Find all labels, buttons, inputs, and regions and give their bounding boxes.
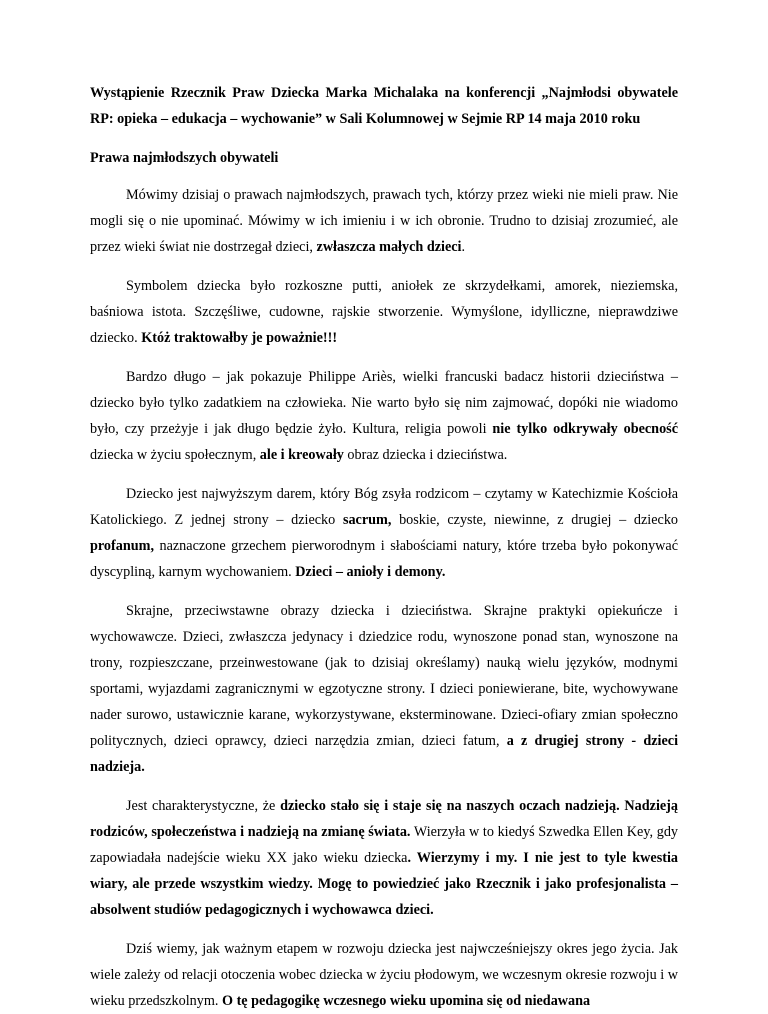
paragraph-1	[90, 182, 678, 260]
text-run: Mówimy dzisiaj o prawach najmłodszych, prawach tych, którzy przez wieki nie mieli praw. Nie mogli się o nie upominać. Mówimy w ich imieniu i w ich obronie. Trudno to dzisiaj zrozumieć, ale przez wieki świat nie dostrzegał dzieci,	[90, 187, 678, 255]
bold-text-run: Dzieci – anioły i demony.	[295, 564, 446, 580]
text-run: boskie, czyste, niewinne, z drugiej – dziecko	[391, 512, 679, 528]
section-heading: Prawa najmłodszych obywateli	[90, 150, 279, 166]
bold-text-run: profanum,	[90, 538, 154, 554]
bold-text-run: dziecko stało się i staje się na naszych oczach nadzieją. Nadzieją rodziców, społeczeństwa i nadzieją na zmianę świata.	[90, 798, 678, 840]
paragraph-4	[90, 481, 678, 585]
text-run: naznaczone grzechem pierworodnym i słabościami natury, które trzeba było pokonywać dyscypliną, karnym wychowaniem.	[90, 538, 678, 580]
bold-text-run: Któż traktowałby je poważnie!!!	[141, 330, 338, 346]
bold-text-run: . Wierzymy i my. I nie jest to tyle kwestia wiary, ale przede wszystkim wiedzy. Mogę to powiedzieć jako Rzecznik i jako profesjonalista – absolwent studiów pedagogicznych i wychowawca dzieci.	[90, 850, 678, 918]
bold-text-run: sacrum,	[342, 512, 392, 528]
text-run: Wierzyła w to kiedyś Szwedka Ellen Key, gdy zapowiadała nadejście wieku XX jako wieku dziecka	[90, 824, 679, 866]
text-run: Bardzo długo – jak pokazuje Philippe Ariès, wielki francuski badacz historii dzieciństwa – dziecko było tylko zadatkiem na człowieka. Nie warto było się nim zajmować, dopóki nie wiadomo było, czy przeżyje i jak długo będzie żyło. Kultura, religia powoli	[90, 369, 678, 437]
text-run: Jest charakterystyczne, że	[126, 798, 281, 814]
text-run: .	[461, 239, 466, 255]
paragraph-2	[90, 273, 678, 351]
bold-text-run: ale i kreowały	[259, 447, 344, 463]
document-title: Wystąpienie Rzecznik Praw Dziecka Marka Michalaka na konferencji „Najmłodsi obywatele RP: opieka – edukacja – wychowanie” w Sali Kolumnowej w Sejmie RP 14 maja 2010 roku	[90, 85, 678, 127]
paragraph-7	[90, 936, 678, 1014]
paragraph-3	[90, 364, 678, 468]
paragraph-6	[90, 793, 678, 923]
text-run: obraz dziecka i dzieciństwa.	[343, 447, 508, 463]
text-run: dziecka w życiu społecznym,	[90, 447, 260, 463]
text-run: Skrajne, przeciwstawne obrazy dziecka i dzieciństwa. Skrajne praktyki opiekuńcze i wychowawcze. Dzieci, zwłaszcza jedynacy i dziedzice rodu, wynoszone ponad stan, wynoszone na trony, rozpieszczane, przeinwestowane (jak to dzisiaj określamy) nauką wielu języków, modnymi sportami, wyjazdami zagranicznymi w egzotyczne strony. I dzieci poniewierane, bite, wychowywane nader surowo, ustawicznie karane, wykorzystywane, eksterminowane. Dzieci-ofiary zmian społeczno politycznych, dzieci oprawcy, dzieci narzędzia zmian, dzieci fatum,	[90, 603, 678, 749]
paragraph-5	[90, 598, 678, 780]
text-run: Dziecko jest najwyższym darem, który Bóg zsyła rodzicom – czytamy w Katechizmie Kościoła Katolickiego. Z jednej strony – dziecko	[90, 486, 678, 528]
text-run: Symbolem dziecka było rozkoszne putti, aniołek ze skrzydełkami, amorek, nieziemska, baśniowa istota. Szczęśliwe, cudowne, rajskie stworzenie. Wymyślone, idylliczne, nieprawdziwe dziecko.	[90, 278, 678, 346]
bold-text-run: nie tylko odkrywały obecność	[492, 421, 678, 437]
bold-text-run: O tę pedagogikę wczesnego wieku upomina się od niedawana	[222, 993, 591, 1009]
bold-text-run: zwłaszcza małych dzieci	[316, 239, 462, 255]
text-run: Dziś wiemy, jak ważnym etapem w rozwoju dziecka jest najwcześniejszy okres jego życia. Jak wiele zależy od relacji otoczenia wobec dziecka w życiu płodowym, we wczesnym okresie rozwoju i w wieku przedszkolnym.	[90, 941, 678, 1009]
bold-text-run: a z drugiej strony - dzieci nadzieja.	[90, 733, 679, 775]
